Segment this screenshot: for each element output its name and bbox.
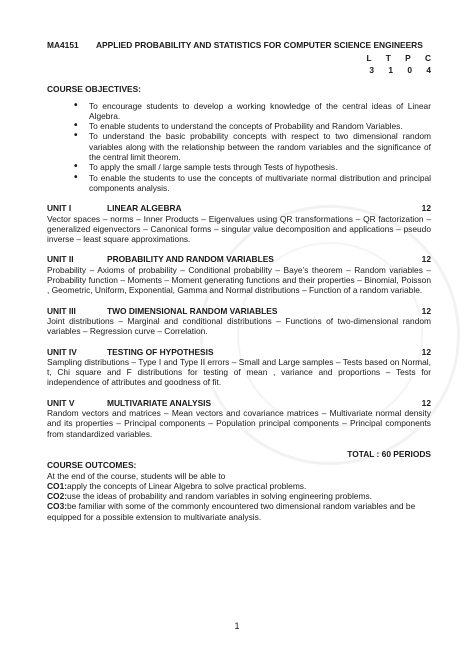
- unit-hours: 12: [421, 254, 431, 265]
- course-code: MA4151: [47, 40, 79, 50]
- outcome-code: CO3:: [47, 501, 68, 512]
- unit-1: [47, 203, 431, 244]
- ltpc-values: 3 1 0 4: [369, 65, 437, 76]
- unit-4: [47, 347, 431, 388]
- objective-item: • To apply the small / large sample tests through Tests of hypothesis.: [47, 162, 431, 172]
- unit-title: TWO DIMENSIONAL RANDOM VARIABLES: [107, 305, 278, 316]
- unit-content: Vector spaces – norms – Inner Products – Eigenvalues using QR transformations – QR factorization – generalized eigenvectors – Canonical forms – singular value decomposition and applications – pseudo inverse – least square approximations.: [47, 213, 431, 245]
- unit-number: UNIT I: [47, 203, 72, 214]
- outcome-text: apply the concepts of Linear Algebra to solve practical problems.: [67, 480, 307, 491]
- unit-hours: 12: [421, 305, 431, 316]
- credit-structure: [47, 52, 437, 76]
- objective-item: • To enable the students to use the concepts of multivariate normal distribution and principal components analysis.: [47, 173, 431, 194]
- unit-number: UNIT V: [47, 397, 75, 408]
- unit-number: UNIT III: [47, 305, 76, 316]
- unit-content: Probability – Axioms of probability – Conditional probability – Baye’s theorem – Random variables – Probability function – Moments – Moment generating functions and their properties – Binomial, Poisson , Geometric, Uniform, Exponential, Gamma and Normal distributions – Function of a random variable.: [47, 264, 431, 296]
- course-title: APPLIED PROBABILITY AND STATISTICS FOR COMPUTER SCIENCE ENGINEERS: [96, 40, 423, 50]
- objectives-list: [47, 101, 431, 194]
- objective-item: • To understand the basic probability concepts with respect to two dimensional random variables along with the relationship between the random variables and the significance of the central limit theorem.: [47, 131, 431, 162]
- unit-3: [47, 306, 431, 337]
- unit-content: Joint distributions – Marginal and conditional distributions – Functions of two-dimensional random variables – Regression curve – Correlation.: [47, 315, 431, 337]
- objective-item: • To enable students to understand the concepts of Probability and Random Variables.: [47, 121, 431, 131]
- ltpc-header: L T P C: [366, 53, 437, 64]
- unit-number: UNIT IV: [47, 346, 77, 357]
- objective-item: • To encourage students to develop a working knowledge of the central ideas of Linear Algebra.: [47, 101, 431, 122]
- outcomes-intro: At the end of the course, students will be able to: [47, 470, 226, 481]
- syllabus-page: [47, 40, 437, 522]
- unit-hours: 12: [421, 346, 431, 357]
- unit-title: PROBABILITY AND RANDOM VARIABLES: [107, 254, 274, 265]
- objectives-heading: COURSE OBJECTIVES:: [47, 84, 142, 95]
- unit-title: MULTIVARIATE ANALYSIS: [107, 397, 212, 408]
- outcome-item: [47, 481, 431, 491]
- total-periods: TOTAL : 60 PERIODS: [347, 448, 431, 459]
- unit-title: TESTING OF HYPOTHESIS: [107, 346, 214, 357]
- unit-2: [47, 254, 431, 295]
- page-number: 1: [234, 621, 240, 631]
- outcomes-heading: COURSE OUTCOMES:: [47, 460, 137, 471]
- outcome-code: CO1:: [47, 480, 68, 491]
- outcome-code: CO2:: [47, 491, 68, 502]
- unit-hours: 12: [421, 203, 431, 214]
- unit-content: Random vectors and matrices – Mean vectors and covariance matrices – Multivariate normal density and its properties – Principal components – Population principal components – Principal components from standardized variables.: [47, 408, 431, 439]
- outcome-item: [47, 491, 431, 501]
- unit-title: LINEAR ALGEBRA: [107, 203, 182, 214]
- unit-5: [47, 398, 431, 439]
- outcome-text: use the ideas of probability and random variables in solving engineering problems.: [67, 491, 372, 502]
- outcome-text: be familiar with some of the commonly encountered two dimensional random variables and be equipped for a possible extension to multivariate analysis.: [47, 501, 416, 522]
- outcome-item: [47, 501, 431, 522]
- unit-hours: 12: [421, 397, 431, 408]
- unit-content: Sampling distributions – Type I and Type II errors – Small and Large samples – Tests based on Normal, t, Chi square and F distributions for testing of mean , variance and proportions – Tests for independence of attributes and goodness of fit.: [47, 356, 431, 388]
- course-header: [47, 40, 431, 50]
- unit-number: UNIT II: [47, 254, 74, 265]
